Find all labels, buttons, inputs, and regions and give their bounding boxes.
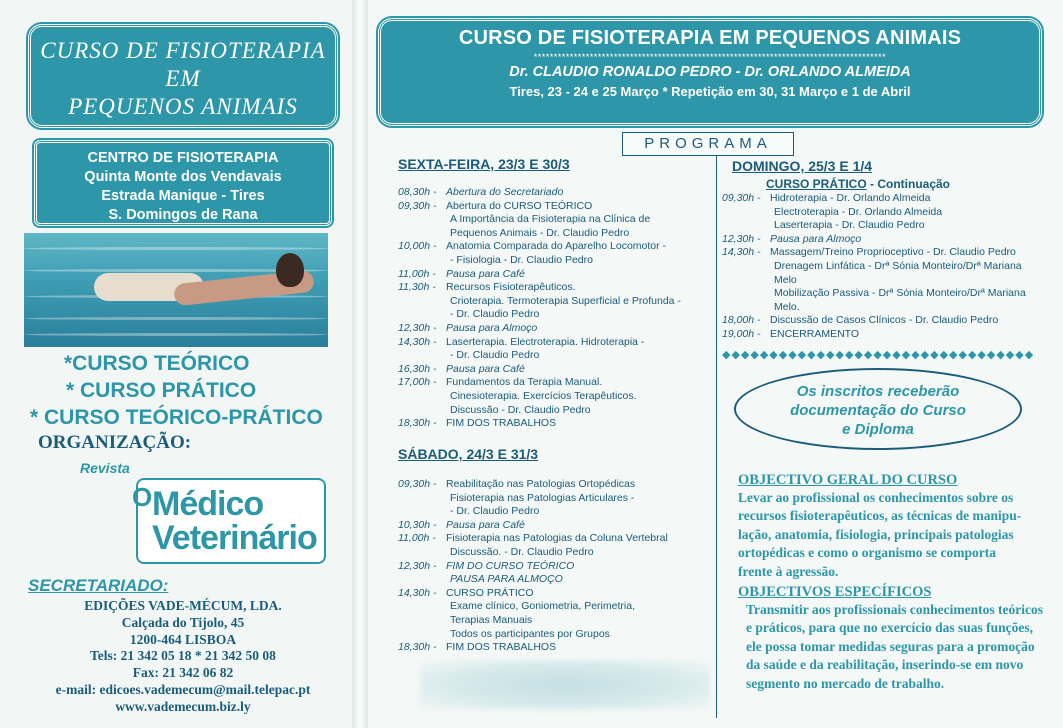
schedule-desc: Fundamentos da Terapia Manual. bbox=[446, 376, 603, 389]
medico-veterinario-logo bbox=[132, 478, 326, 564]
schedule-time bbox=[398, 349, 446, 363]
hydrotherapy-photo bbox=[24, 233, 328, 347]
schedule-row bbox=[398, 295, 708, 309]
schedule-row bbox=[398, 641, 708, 655]
schedule-desc: - Fisiologia - Dr. Claudio Pedro bbox=[450, 253, 593, 266]
schedule-desc: Melo. bbox=[774, 300, 800, 313]
schedule-desc: Discussão de Casos Clínicos - Dr. Claudio Pedro bbox=[770, 314, 999, 327]
schedule-row bbox=[722, 206, 1052, 220]
schedule-time bbox=[722, 206, 770, 220]
schedule-desc: Recursos Fisioterapêuticos. bbox=[446, 281, 576, 294]
schedule-time: 17,00h - bbox=[398, 376, 437, 389]
centre-line: S. Domingos de Rana bbox=[108, 207, 258, 223]
schedule-time bbox=[398, 295, 446, 309]
schedule-row bbox=[398, 478, 708, 492]
schedule-row bbox=[722, 314, 1052, 328]
obj-line: Levar ao profissional os conhecimentos sobre os bbox=[738, 490, 1014, 505]
schedule-time bbox=[398, 213, 446, 227]
schedule-desc: Pausa para Almoço bbox=[770, 232, 862, 245]
obj-line: frente à agressão. bbox=[738, 563, 839, 579]
schedule-desc: Pausa para Café bbox=[446, 267, 525, 280]
schedule-time bbox=[722, 301, 770, 315]
schedule-time bbox=[398, 614, 446, 628]
domingo-schedule bbox=[722, 192, 1052, 342]
schedule-desc: A Importância da Fisioterapia na Clínica de bbox=[450, 213, 651, 226]
schedule-row bbox=[722, 301, 1052, 315]
schedule-row bbox=[398, 519, 708, 533]
schedule-desc: Crioterapia. Termoterapia Superficial e Profunda - bbox=[450, 294, 681, 307]
schedule-desc: Hidroterapia - Dr. Orlando Almeida bbox=[770, 192, 931, 204]
schedule-desc: Laserterapia. Electroterapia. Hidroterapia - bbox=[446, 335, 645, 348]
schedule-desc: Fisioterapia nas Patologias da Coluna Vertebral bbox=[446, 532, 668, 545]
course-type-item: * CURSO PRÁTICO bbox=[66, 379, 257, 402]
schedule-time bbox=[398, 600, 446, 614]
obj-line: ele possa tomar medidas seguras para a promoção bbox=[746, 638, 1035, 654]
schedule-time bbox=[398, 254, 446, 268]
schedule-row bbox=[722, 274, 1052, 288]
schedule-time bbox=[398, 390, 446, 404]
contact-line: Tels: 21 342 05 18 * 21 342 50 08 bbox=[90, 648, 276, 664]
objectivos-especificos-text bbox=[738, 601, 1058, 693]
schedule-time: 14,30h - bbox=[722, 246, 761, 259]
schedule-row bbox=[398, 417, 708, 431]
schedule-row bbox=[722, 246, 1052, 260]
schedule-row bbox=[722, 233, 1052, 247]
obj-line: da saúde e da reabilitação, inserindo-se em novo bbox=[746, 657, 1024, 673]
oval-line: Os inscritos receberão bbox=[796, 383, 960, 400]
schedule-time: 16,30h - bbox=[398, 362, 437, 375]
schedule-desc: Discussão. - Dr. Claudio Pedro bbox=[450, 545, 594, 558]
course-title-box bbox=[28, 24, 338, 128]
domingo-subtitle-ul: CURSO PRÁTICO bbox=[766, 177, 867, 191]
logo-line2: Veterinário bbox=[152, 519, 317, 557]
header-title: CURSO DE FISIOTERAPIA EM PEQUENOS ANIMAIS bbox=[458, 27, 962, 49]
schedule-desc: Abertura do Secretariado bbox=[446, 186, 564, 198]
schedule-time bbox=[722, 274, 770, 288]
sexta-section bbox=[398, 156, 708, 431]
schedule-row bbox=[398, 492, 708, 506]
course-type-item: *CURSO TEÓRICO bbox=[64, 352, 250, 375]
schedule-desc: Drenagem Linfática - Drª Sónia Monteiro/Drª Mariana bbox=[774, 259, 1022, 272]
schedule-row bbox=[398, 376, 708, 390]
schedule-time bbox=[722, 219, 770, 233]
schedule-time: 12,30h - bbox=[398, 321, 437, 334]
schedule-time bbox=[398, 492, 446, 506]
schedule-row bbox=[398, 240, 708, 254]
schedule-row bbox=[398, 628, 708, 642]
schedule-desc: Pausa para Café bbox=[446, 362, 525, 375]
schedule-time: 11,00h - bbox=[398, 532, 436, 545]
diamond-separator: ◆◆◆◆◆◆◆◆◆◆◆◆◆◆◆◆◆◆◆◆◆◆◆◆◆◆◆◆◆◆◆◆◆ bbox=[722, 349, 1035, 361]
schedule-row bbox=[398, 600, 708, 614]
schedule-desc: Cinesioterapia. Exercícios Terapêuticos. bbox=[450, 389, 637, 402]
diploma-oval bbox=[734, 368, 1022, 450]
contact-line: EDIÇÕES VADE-MÉCUM, LDA. bbox=[84, 598, 282, 613]
schedule-row bbox=[398, 308, 708, 322]
schedule-time bbox=[398, 546, 446, 560]
header-dates: Tires, 23 - 24 e 25 Março * Repetição em 30, 31 Março e 1 de Abril bbox=[509, 84, 911, 99]
obj-line: lação, anatomia, fisiologia, principais patologias bbox=[738, 526, 1014, 542]
contact-line: Fax: 21 342 06 82 bbox=[132, 665, 234, 681]
schedule-time: 18,30h - bbox=[398, 641, 437, 654]
schedule-desc: Abertura do CURSO TEÓRICO bbox=[446, 199, 593, 212]
schedule-desc: Discussão - Dr. Claudio Pedro bbox=[450, 403, 591, 416]
schedule-desc: Todos os participantes por Grupos bbox=[450, 627, 610, 640]
domingo-section bbox=[722, 158, 1052, 342]
objectivos-especificos bbox=[738, 584, 1058, 693]
schedule-row bbox=[398, 200, 708, 214]
contact-line: Calçada do Tijolo, 45 bbox=[121, 614, 245, 630]
objectivos-especificos-title: OBJECTIVOS ESPECÍFICOS bbox=[738, 584, 932, 600]
schedule-row bbox=[398, 227, 708, 241]
schedule-time bbox=[398, 505, 446, 519]
schedule-time: 09,30h - bbox=[398, 199, 437, 212]
obj-line: segmento no mercado de trabalho. bbox=[746, 675, 945, 691]
schedule-row bbox=[722, 192, 1052, 206]
schedule-row bbox=[398, 254, 708, 268]
sabado-title: SÁBADO, 24/3 E 31/3 bbox=[398, 446, 539, 462]
schedule-time bbox=[398, 573, 446, 587]
schedule-time: 19,00h - bbox=[722, 327, 761, 340]
schedule-row bbox=[722, 219, 1052, 233]
schedule-desc: Melo bbox=[774, 273, 797, 286]
sexta-title: SEXTA-FEIRA, 23/3 E 30/3 bbox=[398, 156, 570, 172]
oval-line: e Diploma bbox=[842, 421, 914, 438]
contact-line: www.vademecum.biz.ly bbox=[115, 698, 251, 714]
logo-o: O bbox=[132, 482, 153, 512]
schedule-time: 18,30h - bbox=[398, 417, 437, 430]
schedule-row bbox=[398, 281, 708, 295]
centre-address-box bbox=[34, 140, 332, 226]
objectivo-geral-title: OBJECTIVO GERAL DO CURSO bbox=[738, 472, 958, 488]
secretariado-contact bbox=[18, 598, 348, 716]
blurred-area bbox=[420, 660, 710, 710]
schedule-row bbox=[398, 614, 708, 628]
schedule-row bbox=[398, 390, 708, 404]
schedule-row bbox=[398, 268, 708, 282]
schedule-row bbox=[398, 404, 708, 418]
schedule-desc: Reabilitação nas Patologias Ortopédicas bbox=[446, 478, 636, 490]
obj-line: ortopédicas e como o organismo se comporta bbox=[738, 545, 996, 561]
schedule-time: 10,00h - bbox=[398, 240, 437, 253]
fold-divider bbox=[352, 0, 368, 728]
schedule-row bbox=[398, 336, 708, 350]
schedule-row bbox=[398, 363, 708, 377]
schedule-desc: - Dr. Claudio Pedro bbox=[450, 505, 540, 518]
obj-line: e práticos, para que no exercício das suas funções, bbox=[746, 620, 1033, 636]
schedule-desc: Mobilização Passiva - Drª Sónia Monteiro/Drª Mariana bbox=[774, 287, 1026, 300]
schedule-desc: Electroterapia - Dr. Orlando Almeida bbox=[774, 205, 943, 218]
schedule-desc: Pequenos Animais - Dr. Claudio Pedro bbox=[450, 226, 630, 239]
organizacao-label: ORGANIZAÇÃO: bbox=[38, 432, 192, 453]
schedule-time: 12,30h - bbox=[398, 559, 437, 572]
schedule-desc: Pausa para Café bbox=[446, 518, 525, 531]
objectivo-geral-text bbox=[738, 489, 1058, 581]
schedule-time bbox=[398, 308, 446, 322]
oval-line: documentação do Curso bbox=[790, 402, 966, 419]
schedule-desc: FIM DO CURSO TEÓRICO bbox=[446, 559, 575, 572]
course-title-line: EM bbox=[165, 66, 201, 91]
course-title-line: PEQUENOS ANIMAIS bbox=[68, 94, 298, 119]
schedule-time: 08,30h - bbox=[398, 186, 437, 198]
schedule-desc: Anatomia Comparada do Aparelho Locomotor - bbox=[446, 240, 667, 253]
schedule-desc: - Dr. Claudio Pedro bbox=[450, 349, 540, 362]
domingo-title: DOMINGO, 25/3 E 1/4 bbox=[732, 158, 873, 174]
centre-line: CENTRO DE FISIOTERAPIA bbox=[87, 150, 279, 166]
sabado-section bbox=[398, 446, 708, 655]
sabado-schedule bbox=[398, 478, 708, 655]
header-stars: **************************************************************************************** bbox=[533, 52, 887, 62]
schedule-desc: PAUSA PARA ALMOÇO bbox=[450, 573, 563, 586]
contact-line: e-mail: edicoes.vademecum@mail.telepac.pt bbox=[55, 681, 311, 697]
column-divider bbox=[716, 156, 717, 718]
schedule-row bbox=[398, 532, 708, 546]
schedule-desc: - Dr. Claudio Pedro bbox=[450, 308, 540, 321]
domingo-subtitle bbox=[766, 177, 1052, 191]
schedule-row bbox=[398, 587, 708, 601]
schedule-desc: Massagem/Treino Proprioceptivo - Dr. Claudio Pedro bbox=[770, 246, 1016, 259]
schedule-row bbox=[722, 328, 1052, 342]
domingo-subtitle-rest: - Continuação bbox=[866, 177, 951, 191]
contact-line: 1200-464 LISBOA bbox=[129, 631, 237, 647]
schedule-time: 14,30h - bbox=[398, 586, 437, 599]
schedule-desc: Laserterapia - Dr. Claudio Pedro bbox=[774, 219, 925, 232]
schedule-time bbox=[398, 227, 446, 241]
schedule-desc: FIM DOS TRABALHOS bbox=[446, 641, 557, 654]
schedule-time: 14,30h - bbox=[398, 335, 437, 348]
schedule-time: 12,30h - bbox=[722, 232, 761, 245]
programa-label: PROGRAMA bbox=[622, 132, 794, 156]
schedule-desc: Fisioterapia nas Patologias Articulares - bbox=[450, 491, 635, 504]
course-types-list bbox=[30, 350, 350, 431]
schedule-time: 10,30h - bbox=[398, 518, 437, 531]
schedule-time bbox=[722, 287, 770, 301]
schedule-time: 11,00h - bbox=[398, 267, 436, 280]
course-header-box bbox=[378, 18, 1042, 126]
schedule-row bbox=[398, 213, 708, 227]
schedule-desc: FIM DOS TRABALHOS bbox=[446, 417, 557, 430]
objectivo-geral bbox=[738, 472, 1058, 581]
course-title-line: CURSO DE FISIOTERAPIA bbox=[40, 38, 326, 63]
schedule-row bbox=[398, 349, 708, 363]
sexta-schedule bbox=[398, 186, 708, 431]
schedule-desc: CURSO PRÁTICO bbox=[446, 586, 534, 599]
secretariado-title: SECRETARIADO: bbox=[28, 576, 169, 595]
obj-line: recursos fisioterapêuticos, as técnicas de manipu- bbox=[738, 508, 1022, 524]
schedule-time: 18,00h - bbox=[722, 314, 761, 327]
schedule-time bbox=[722, 260, 770, 274]
obj-line: Transmitir aos profissionais conhecimentos teóricos bbox=[746, 602, 1043, 617]
schedule-desc: Exame clínico, Goniometria, Perimetria, bbox=[450, 600, 635, 613]
centre-line: Estrada Manique - Tires bbox=[101, 188, 265, 204]
schedule-desc: Pausa para Almoço bbox=[446, 321, 538, 334]
revista-label: Revista bbox=[80, 460, 130, 476]
schedule-desc: ENCERRAMENTO bbox=[770, 327, 860, 340]
schedule-time bbox=[398, 404, 446, 418]
centre-line: Quinta Monte dos Vendavais bbox=[84, 169, 282, 185]
logo-line1: Médico bbox=[152, 485, 264, 523]
schedule-time bbox=[398, 628, 446, 642]
schedule-row bbox=[398, 560, 708, 574]
schedule-time: 11,30h - bbox=[398, 281, 436, 294]
header-doctors: Dr. CLAUDIO RONALDO PEDRO - Dr. ORLANDO ALMEIDA bbox=[509, 64, 911, 80]
schedule-time: 09,30h - bbox=[722, 192, 761, 204]
course-type-item: * CURSO TEÓRICO-PRÁTICO bbox=[30, 406, 323, 429]
schedule-row bbox=[398, 573, 708, 587]
schedule-row bbox=[398, 505, 708, 519]
schedule-desc: Terapias Manuais bbox=[450, 613, 533, 626]
schedule-row bbox=[722, 287, 1052, 301]
schedule-row bbox=[398, 186, 708, 200]
schedule-time: 09,30h - bbox=[398, 478, 437, 490]
schedule-row bbox=[398, 322, 708, 336]
schedule-row bbox=[722, 260, 1052, 274]
schedule-row bbox=[398, 546, 708, 560]
